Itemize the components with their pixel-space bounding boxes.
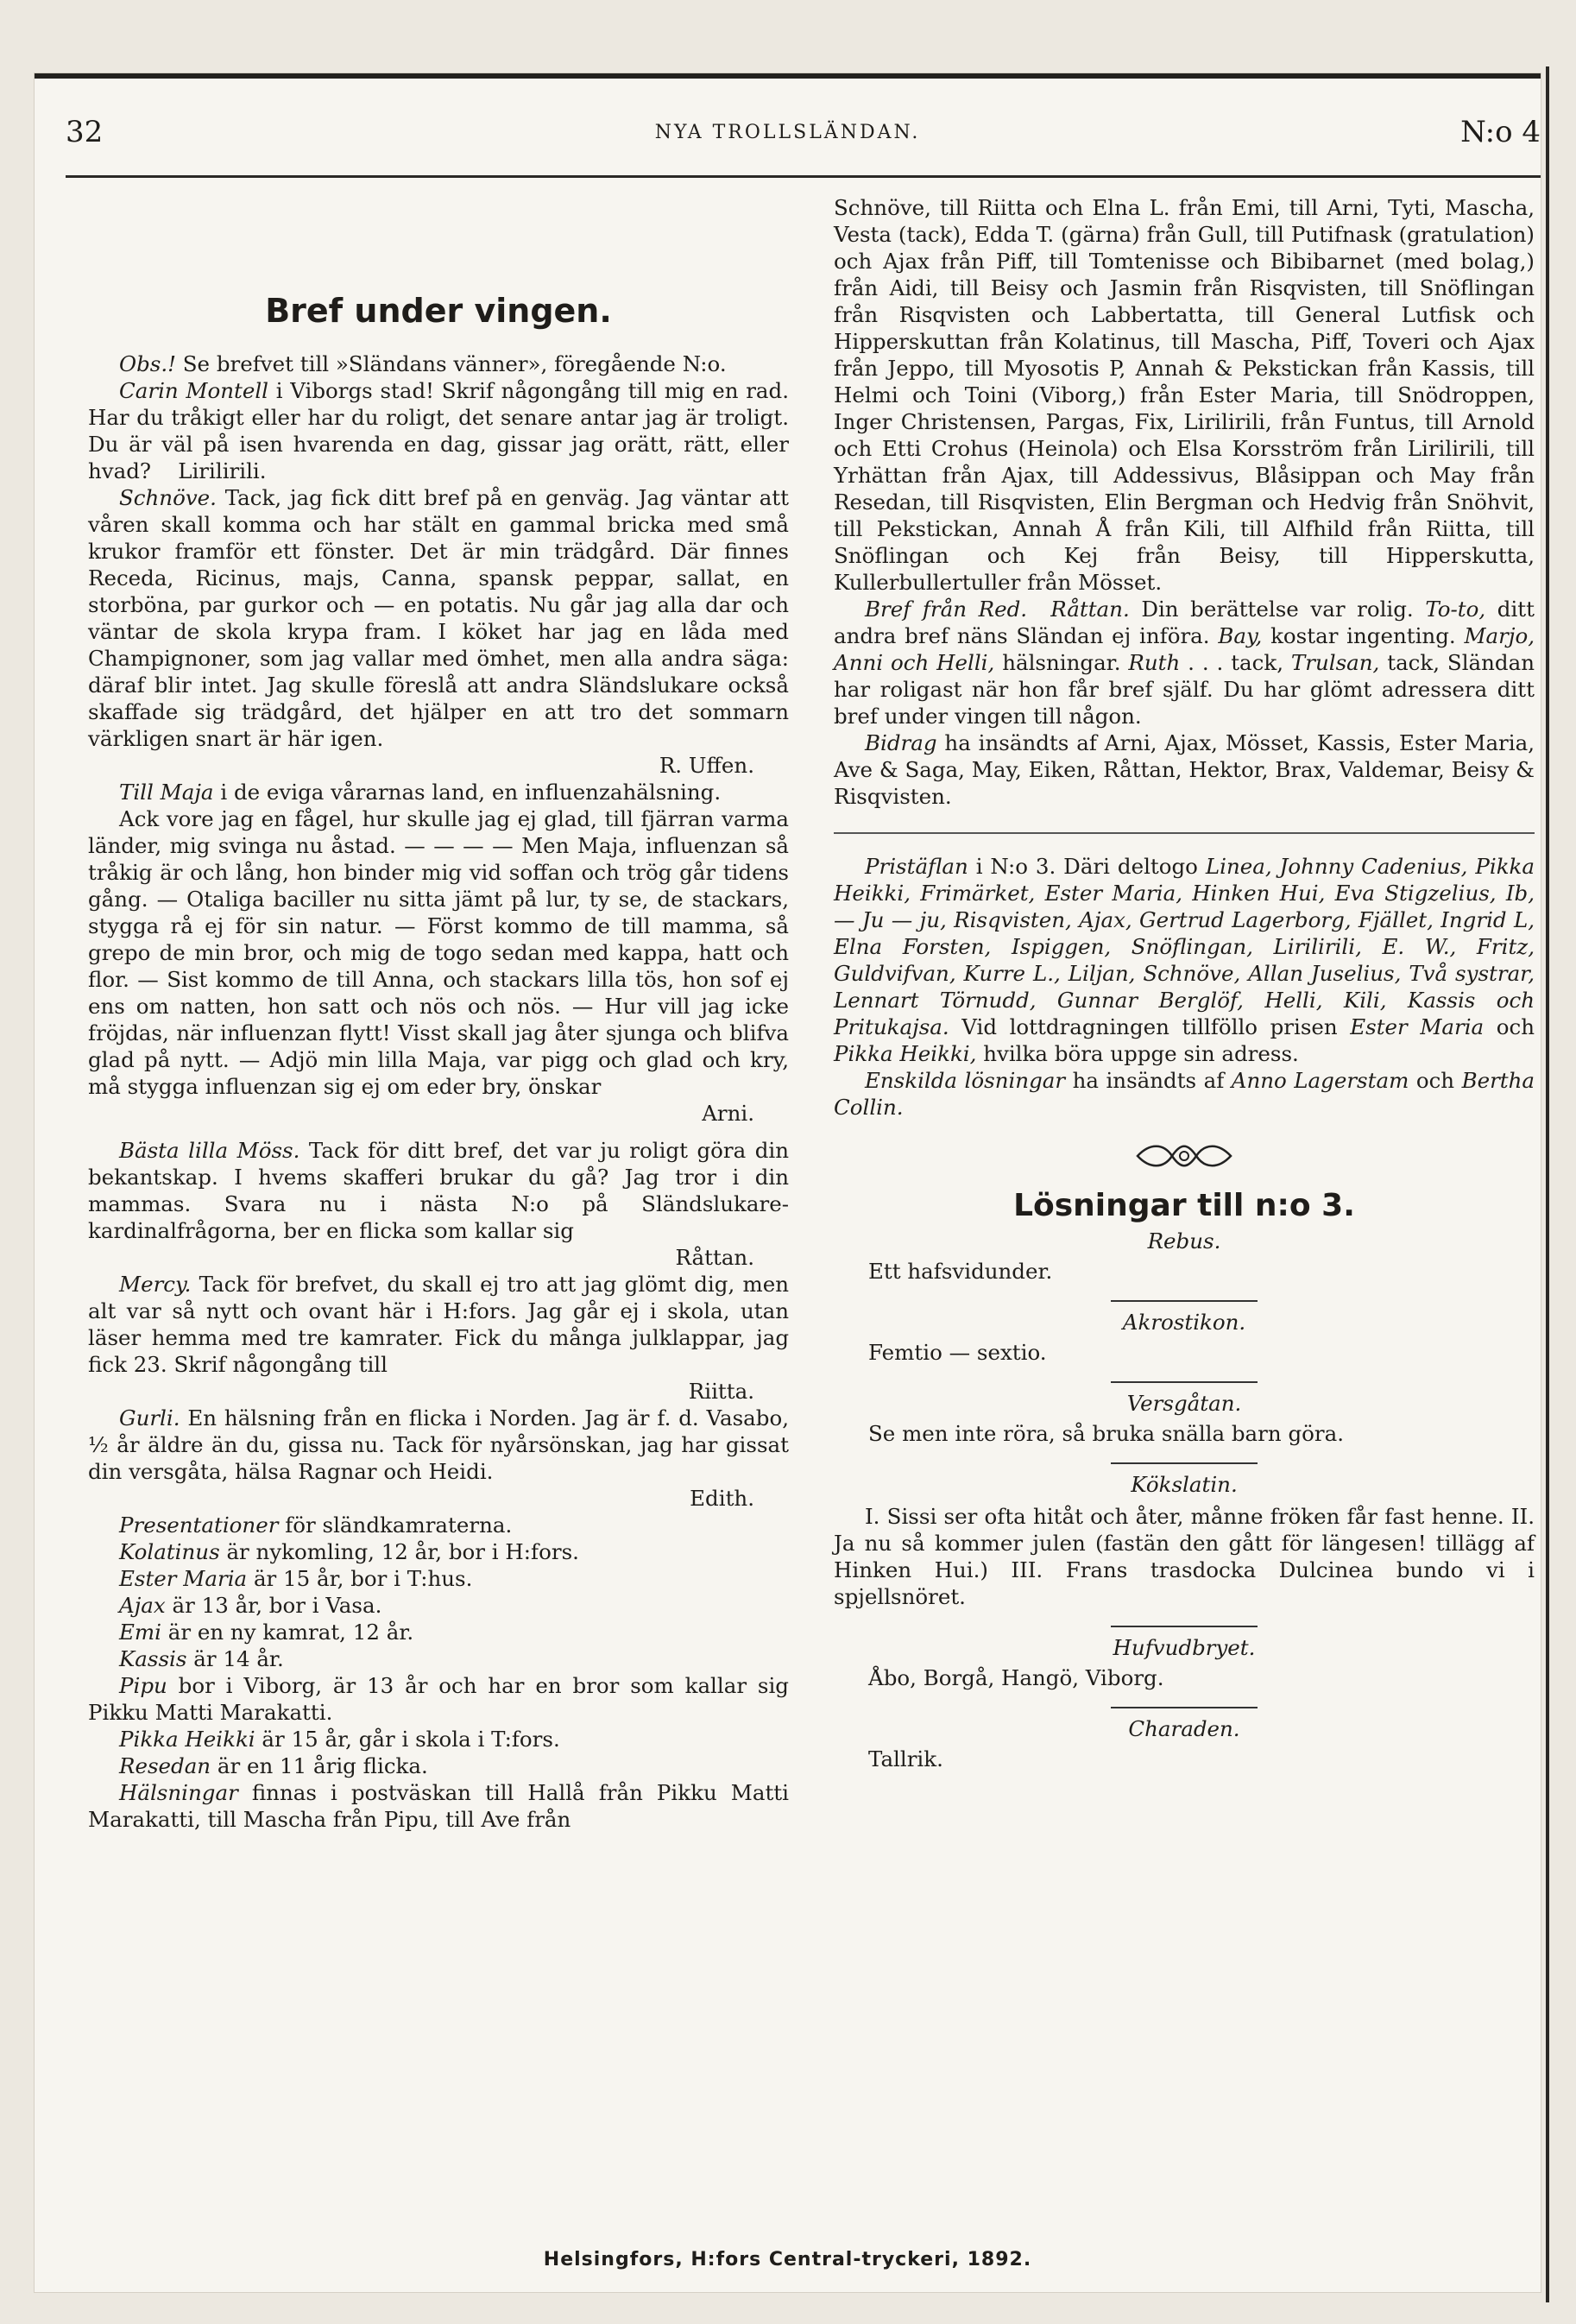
- competition: Pristäflan i N:o 3. Däri deltogo Linea, Johnny Cadenius, Pikka Heikki, Frimärket, Ester Maria, Hinken Hui, Eva Stigzelius, Ib, — Ju — ju, Risqvisten, Ajax, Gertrud Lagerborg, Fjället, Ingrid L, Elna Forsten, Ispiggen, Snöflingan, Lirilirili, E. W., Fritz, Guldvifvan, Kurre L., Liljan, Schnöve, Allan Juselius, Två systrar, Lennart Törnudd, Gunnar Berglöf, Helli, Kili, Kassis och Pritukajsa. Vid lottdragningen tillföllo prisen Ester Maria och Pikka Heikki, hvilka böra uppge sin adress.: [834, 854, 1535, 1066]
- presentation-item: Pipu bor i Viborg, är 13 år och har en bror som kallar sig Pikku Matti Marakatti.: [88, 1673, 789, 1725]
- printer-imprint: Helsingfors, H:fors Central-tryckeri, 1892.: [543, 2249, 1032, 2270]
- journal-title: NYA TROLLSLÄNDAN.: [654, 122, 921, 143]
- solution-answer: Femtio — sextio.: [868, 1340, 1047, 1365]
- left-column: [88, 194, 789, 1833]
- solution-rule: [1111, 1626, 1258, 1627]
- presentation-item: Kolatinus är nykomling, 12 år, bor i H:fors.: [119, 1539, 579, 1564]
- solution-title: Akrostikon.: [1122, 1310, 1246, 1335]
- solution-title: Kökslatin.: [1131, 1472, 1238, 1497]
- section-heading-letters: Bref under vingen.: [265, 292, 612, 330]
- letter-schnove: Schnöve. Tack, jag fick ditt bref på en genväg. Jag väntar att våren skall komma och har stält en gammal bricka med små krukor framför ett fönster. Det är min trädgård. Där finnes Receda, Ricinus, majs, Canna, spansk peppar, sallat, en storböna, par gurkor och — en potatis. Nu går jag alla dar och väntar de skola krypa fram. I köket har jag en låda med Champignoner, som jag vallar med ömhet, men alla andra säga: däraf blir intet. Jag skulle föreslå att andra Sländslukare också skaffade sig trädgård, det hjälper en att tro det sommarn värkligen snart är här igen. R. Uffen.: [88, 485, 789, 778]
- solution-title: Versgåtan.: [1126, 1391, 1242, 1416]
- solution-rule: [1111, 1300, 1258, 1302]
- presentation-item: Ajax är 13 år, bor i Vasa.: [119, 1593, 382, 1618]
- page-header: [35, 115, 1541, 167]
- letter-maja-intro: Till Maja i de eviga vårarnas land, en influenzahälsning.: [119, 780, 722, 805]
- header-rule: [66, 175, 1541, 178]
- solution-rule: [1111, 1381, 1258, 1383]
- right-column: [834, 194, 1535, 1772]
- newspaper-page: [35, 73, 1541, 2292]
- letter-mercy: Mercy. Tack för brefvet, du skall ej tro att jag glömt dig, men alt var så nytt och ovant här i H:fors. Jag går ej i skola, utan läser hemma med tre kamrater. Fick du många julklappar, jag fick 23. Skrif någongång till Riitta.: [88, 1272, 789, 1404]
- letter-moss: Bästa lilla Möss. Tack för ditt bref, det var ju roligt göra din bekantskap. I hvems skafferi brukar du gå? Jag tror i din mammas. Svara nu i nästa N:o på Sländslukare-kardinalfrågorna, ber en flicka som kallar sig Råttan.: [88, 1138, 789, 1270]
- solution-answer: Se men inte röra, så bruka snälla barn göra.: [868, 1421, 1344, 1446]
- presentations-heading: Presentationer för sländkamraterna.: [119, 1512, 513, 1538]
- presentation-item: Kassis är 14 år.: [119, 1646, 284, 1671]
- solution-title: Hufvudbryet.: [1113, 1635, 1256, 1660]
- presentation-item: Pikka Heikki är 15 år, går i skola i T:fors.: [119, 1727, 560, 1752]
- letter-obs: Obs.! Se brefvet till »Sländans vänner», föregående N:o.: [119, 351, 727, 376]
- solution-rule: [1111, 1707, 1258, 1708]
- greetings-continued: Schnöve, till Riitta och Elna L. från Emi, till Arni, Tyti, Mascha, Vesta (tack), Edda T. (gärna) från Gull, till Putifnask (gratulation) och Ajax från Piff, till Tomtenisse och Bibibarnet (med bolag,) från Aidi, till Beisy och Jasmin från Risqvisten, till Snöflingan från Risqvisten och Labbertatta, till General Lutfisk och Hipperskuttan från Kolatinus, till Mascha, Piff, Toveri och Ajax från Jeppo, till Myosotis P, Annah & Pekstickan från Kassis, till Helmi och Toini (Viborg,) från Ester Maria, till Snödroppen, Inger Christensen, Pargas, Fix, Lirilirili, från Funtus, till Arnold och Etti Crohus (Heinola) och Elsa Korsström från Lirilirili, till Yrhättan från Ajax, till Addessivus, Blåsippan och May från Resedan, till Risqvisten, Elin Bergman och Hedvig från Snöhvit, till Pekstickan, Annah Å från Kili, till Alfhild från Riitta, till Snöflingan och Kej från Beisy, till Hipperskutta, Kullerbullertuller från Mösset.: [834, 195, 1535, 595]
- top-border: [35, 73, 1541, 79]
- letter-carin: Carin Montell i Viborgs stad! Skrif någongång till mig en rad. Har du tråkigt eller har du roligt, det senare antar jag är troligt. Du är väl på isen hvarenda en dag, gissar jag orätt, rätt, eller hvad? Lirilirili.: [88, 378, 789, 483]
- editor-letters: Bref från Red. Råttan. Din berättelse var rolig. To-to, ditt andra bref näns Sländan ej införa. Bay, kostar ingenting. Marjo, Anni och Helli, hälsningar. Ruth . . . tack, Trulsan, tack, Sländan har roligast när hon får bref själf. Du har glömt adressera ditt bref under vingen till någon.: [834, 597, 1535, 729]
- section-divider: [834, 832, 1535, 834]
- ornament-icon: [834, 1141, 1535, 1177]
- contributions: Bidrag ha insändts af Arni, Ajax, Mösset, Kassis, Ester Maria, Ave & Saga, May, Eiken, Råttan, Hektor, Brax, Valdemar, Beisy & Risqvisten.: [834, 730, 1535, 809]
- solution-answer: Tallrik.: [868, 1746, 943, 1771]
- solution-answer: Åbo, Borgå, Hangö, Viborg.: [868, 1665, 1164, 1690]
- greetings-start: Hälsningar finnas i postväskan till Hallå från Pikku Matti Marakatti, till Mascha från Pipu, till Ave från: [88, 1780, 789, 1832]
- solution-answer: I. Sissi ser ofta hitåt och åter, månne fröken får fast henne. II. Ja nu så kommer julen (fastän den gått för längesen! tillägg af Hinken Hui.) III. Frans trasdocka Dulcinea bundo vi i spjellsnöret.: [834, 1504, 1535, 1609]
- page-number: 32: [66, 115, 104, 149]
- letter-maja-poem: Ack vore jag en fågel, hur skulle jag ej glad, till fjärran varma länder, mig svinga nu åstad. — — — — Men Maja, influenzan så tråkig är och lång, hon binder mig vid soffan och trög går tidens gång. — Otaliga baciller nu sitta jämt på lur, ty se, de stackars, stygga rå ej för sin natur. — Först kommo de till mamma, så grepo de min bror, och mig de togo sedan med kappa, hatt och flor. — Sist kommo de till Anna, och stackars lilla tös, hon sof ej ens om natten, hon satt och nös och nös. — Hur vill jag icke fröjdas, när influenzan flytt! Visst skall jag åter sjunga och blifva glad på nytt. — Adjö min lilla Maja, var pigg och glad och kry, må stygga influenzan sig ej om eder bry, önskar Arni.: [88, 806, 789, 1126]
- solution-rule: [1111, 1462, 1258, 1464]
- solution-title: Rebus.: [1147, 1228, 1221, 1254]
- presentation-item: Resedan är en 11 årig flicka.: [119, 1753, 428, 1778]
- solution-title: Charaden.: [1128, 1716, 1240, 1741]
- presentation-item: Ester Maria är 15 år, bor i T:hus.: [119, 1566, 473, 1591]
- letter-gurli: Gurli. En hälsning från en flicka i Norden. Jag är f. d. Vasabo, ½ år äldre än du, gissa nu. Tack för nyårsönskan, jag har gissat din versgåta, hälsa Ragnar och Heidi. Edith.: [88, 1405, 789, 1511]
- solution-answer: Ett hafsvidunder.: [868, 1259, 1053, 1284]
- solutions-heading: Lösningar till n:o 3.: [1013, 1188, 1355, 1223]
- individual-solutions: Enskilda lösningar ha insändts af Anno Lagerstam och Bertha Collin.: [834, 1068, 1535, 1120]
- issue-number: N:o 4: [1460, 115, 1541, 149]
- presentation-item: Emi är en ny kamrat, 12 år.: [119, 1620, 414, 1645]
